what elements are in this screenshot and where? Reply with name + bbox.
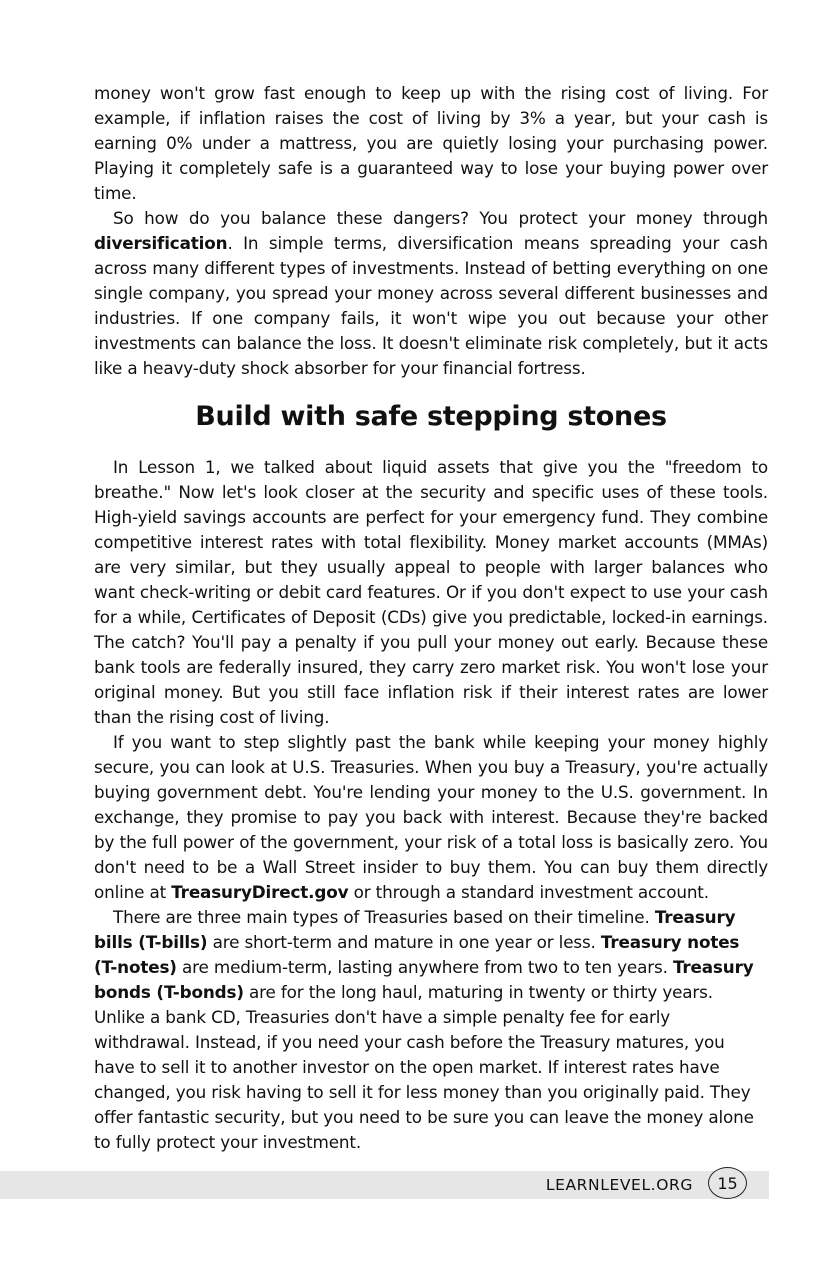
page-body (94, 81, 768, 1155)
bold-term: Treasury notes (T-notes) (94, 932, 740, 977)
text-segment: or through a standard investment account. (348, 882, 709, 902)
text-segment: money won't grow fast enough to keep up with the rising cost of living. For example, if inflation raises the cost of living by 3% a year, but your cash is earning 0% under a mattress, you are quietly losing your purchasing power. Playing it completely safe is a guaranteed way to lose your buying power over time. (94, 83, 768, 203)
paragraph-liquid-assets (94, 455, 768, 730)
intro-paragraphs (94, 81, 768, 381)
paragraph-treasury-types (94, 905, 768, 1155)
bold-term: diversification (94, 233, 228, 253)
section-heading: Build with safe stepping stones (195, 401, 667, 432)
text-segment: are medium-term, lasting anywhere from two to ten years. (176, 957, 673, 977)
text-segment: In Lesson 1, we talked about liquid assets that give you the "freedom to breathe." Now let's look closer at the security and specific uses of these tools. High-yield savings accounts are perfect for your emergency fund. They combine competitive interest rates with total flexibility. Money market accounts (MMAs) are very similar, but they usually appeal to people with larger balances who want check-writing or debit card features. Or if you don't expect to use your cash for a while, Certificates of Deposit (CDs) give you predictable, locked-in earnings. The catch? You'll pay a penalty if you pull your money out early. Because these bank tools are federally insured, they carry zero market risk. You won't lose your original money. But you still face inflation risk if their interest rates are lower than the rising cost of living. (94, 457, 768, 727)
paragraph-treasuries (94, 730, 768, 905)
text-segment: are for the long haul, maturing in twenty or thirty years. Unlike a bank CD, Treasuries don't have a simple penalty fee for early withdrawal. Instead, if you need your cash before the Treasury matures, you have to sell it to another investor on the open market. If interest rates have changed, you risk having to sell it for less money than you originally paid. They offer fantastic security, but you need to be sure you can leave the money alone to fully protect your investment. (94, 982, 754, 1152)
text-segment: So how do you balance these dangers? You protect your money through (113, 208, 768, 228)
paragraph-inflation (94, 81, 768, 206)
text-segment: There are three main types of Treasuries based on their timeline. (113, 907, 655, 927)
bold-term: TreasuryDirect.gov (171, 882, 349, 902)
text-segment: are short-term and mature in one year or less. (207, 932, 601, 952)
section-paragraphs (94, 455, 768, 1155)
text-segment: . In simple terms, diversification means spreading your cash across many different types of investments. Instead of betting everything on one single company, you spread your money across several different businesses and industries. If one company fails, it won't wipe you out because your other investments can balance the loss. It doesn't eliminate risk completely, but it acts like a heavy-duty shock absorber for your financial fortress. (94, 233, 768, 378)
paragraph-diversification (94, 206, 768, 381)
text-segment: If you want to step slightly past the bank while keeping your money highly secure, you can look at U.S. Treasuries. When you buy a Treasury, you're actually buying government debt. You're lending your money to the U.S. government. In exchange, they promise to pay you back with interest. Because they're backed by the full power of the government, your risk of a total loss is basically zero. You don't need to be a Wall Street insider to buy them. You can buy them directly online at (94, 732, 768, 902)
footer-bar (0, 1171, 769, 1199)
bold-term: Treasury bonds (T-bonds) (94, 957, 754, 1002)
page-number-badge (708, 1167, 747, 1199)
page-number: 15 (717, 1173, 738, 1193)
bold-term: Treasury bills (T-bills) (94, 907, 736, 952)
footer-site-name: LEARNLEVEL.ORG (545, 1176, 693, 1194)
